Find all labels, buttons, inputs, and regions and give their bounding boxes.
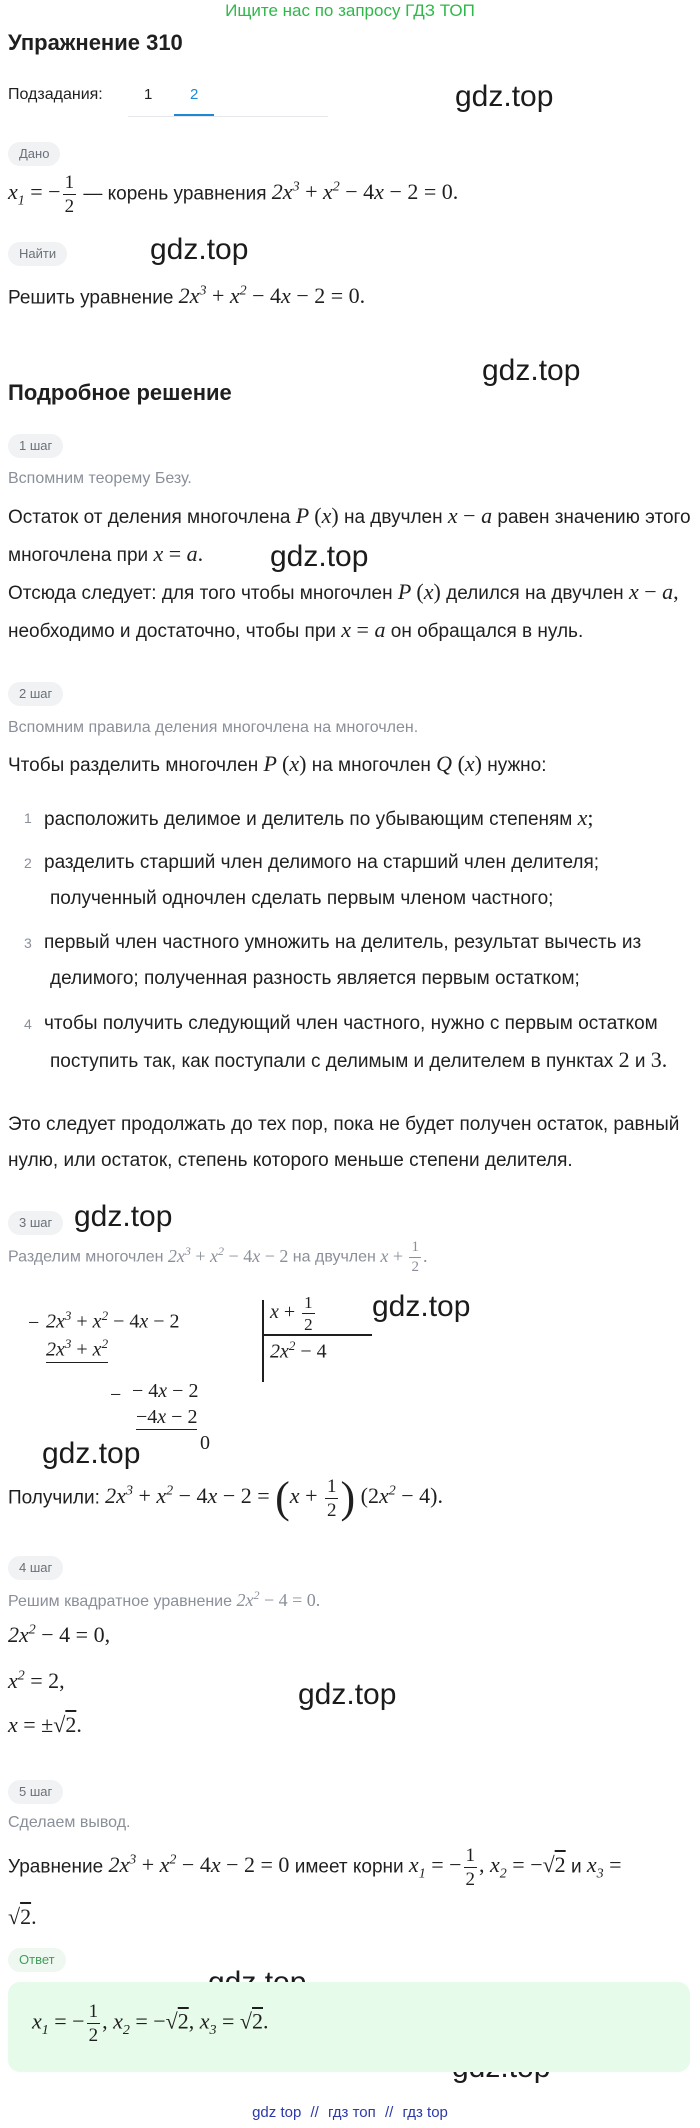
minus-sign: − <box>28 1312 40 1334</box>
step3-badge: 3 шаг <box>8 1211 63 1235</box>
find-label: Решить уравнение <box>8 287 179 309</box>
given-badge: Дано <box>8 142 60 166</box>
text: на многочлен <box>306 755 437 776</box>
math-Px: P (x) <box>295 503 339 528</box>
list-item-number: 2 <box>24 855 32 871</box>
watermark: gdz.top <box>270 540 369 573</box>
math-factorization: $2x^3 + x^2 - 4x - 2 = (x$ + $\frac{1}{2}$ ) $(2x^2 - 4)$. <box>105 1473 443 1523</box>
step4-badge: 4 шаг <box>8 1556 63 1580</box>
math-2: 2 <box>618 1047 630 1072</box>
math-x3: $x_3$ = <box>586 1852 622 1882</box>
math-x-minus-a: x − a <box>447 503 493 528</box>
step2-intro <box>8 746 547 784</box>
minus-sign: − <box>110 1384 122 1406</box>
math-x-eq-a: x = a <box>341 617 386 642</box>
remainder1-subtrahend: −4x − 2 <box>136 1406 198 1428</box>
find-text <box>8 274 365 316</box>
list-item <box>44 1006 667 1080</box>
step3-hint <box>8 1240 427 1275</box>
text: Разделим многочлен <box>8 1248 168 1266</box>
math-x: x; <box>577 805 594 830</box>
watermark: gdz.top <box>372 1290 471 1323</box>
footer-link[interactable]: гдз top <box>402 2104 448 2121</box>
footer-separator: // <box>310 2104 319 2121</box>
text: Решим квадратное уравнение <box>8 1593 237 1610</box>
text: Отсюда следует: для того чтобы многочлен <box>8 583 398 604</box>
watermark: gdz.top <box>42 1437 141 1470</box>
answer-badge: Ответ <box>8 1948 66 1972</box>
divisor: x + $\frac{1}{2}$ <box>270 1293 313 1334</box>
text: делился на двучлен <box>440 583 629 604</box>
math-equation: $2x^3 + x^2 - 4x - 2 = 0$ <box>108 1852 290 1878</box>
step1-badge: 1 шаг <box>8 434 63 458</box>
list-item-line <box>44 1042 667 1080</box>
step2-badge: 2 шаг <box>8 682 63 706</box>
text: необходимо и достаточно, чтобы при <box>8 621 342 642</box>
text: нулю, или остаток, степень которого меньше степени делителя. <box>8 1150 573 1171</box>
step5-conclusion <box>8 1840 698 1940</box>
text: он обращался в нуль. <box>385 621 584 642</box>
step4-hint <box>8 1588 320 1611</box>
math-line: x = ±√2. <box>8 1712 82 1737</box>
step2-hint: Вспомним правила деления многочлена на многочлен. <box>8 719 419 736</box>
text: Чтобы разделить многочлен <box>8 755 264 776</box>
text: делимого; полученная разность является первым остатком; <box>50 968 580 989</box>
footer-links <box>0 2104 700 2121</box>
list-item <box>44 845 599 917</box>
dividend: $2x^3 + x^2 - 4x - 2$ <box>46 1308 180 1333</box>
text: и <box>565 1856 587 1878</box>
math-line: $x^2 = 2$, <box>8 1668 65 1693</box>
find-equation: $2x^3 + x^2 - 4x - 2 = 0$. <box>178 283 366 309</box>
text: полученный одночлен сделать первым членом частного; <box>50 888 554 909</box>
subtask-tabs <box>128 78 328 117</box>
math-Qx: Q (x) <box>436 751 482 776</box>
remainder1: − 4x − 2 <box>132 1380 199 1402</box>
math-sqrt2: √2. <box>8 1903 37 1929</box>
subtask-tab-1[interactable]: 1 <box>144 86 153 103</box>
list-item <box>44 925 641 997</box>
watermark: gdz.top <box>482 354 581 387</box>
text: поступить так, как поступали с делимым и делителем в пунктах <box>50 1051 619 1072</box>
list-item-number: 1 <box>24 810 32 826</box>
math-Px: P (x) <box>263 751 307 776</box>
subtask-tab-active-underline <box>174 114 214 116</box>
divisor-line <box>262 1334 372 1336</box>
text: первый член частного умножить на делитель, результат вычесть из <box>44 932 642 953</box>
subtask-tab-2[interactable]: 2 <box>190 86 199 103</box>
step5-hint: Сделаем вывод. <box>8 1814 131 1831</box>
text: Это следует продолжать до тех пор, пока не будет получен остаток, равный <box>8 1114 680 1135</box>
step3-result <box>8 1473 443 1523</box>
subtasks-label: Подзадания: <box>8 86 103 103</box>
text: Получили: <box>8 1487 106 1509</box>
footer-separator: // <box>384 2104 394 2121</box>
step1-hint: Вспомним теорему Безу. <box>8 470 192 487</box>
text: чтобы получить следующий член частного, нужно с первым остатком <box>44 1013 658 1034</box>
list-item-number: 3 <box>24 935 32 951</box>
text: на двучлен <box>338 507 448 528</box>
watermark: gdz.top <box>298 1678 397 1711</box>
text: на двучлен <box>288 1248 381 1266</box>
math-Px: P (x) <box>397 579 441 604</box>
subtrahend: $2x^3 + x^2$ <box>46 1336 109 1361</box>
step2-outro <box>8 1107 679 1179</box>
text: имеет корни <box>289 1856 409 1878</box>
math-x-minus-a: x − a, <box>628 579 679 604</box>
math-divisor: x + $\frac{1}{2}$ . <box>380 1239 428 1275</box>
text: равен значению этого <box>492 507 691 528</box>
math-line: $2x^2 - 4 = 0$, <box>8 1622 111 1647</box>
page-title: Упражнение 310 <box>8 30 183 55</box>
step5-badge: 5 шаг <box>8 1780 63 1804</box>
step1-paragraph1 <box>8 498 698 574</box>
find-badge: Найти <box>8 242 67 266</box>
watermark: gdz.top <box>150 233 249 266</box>
given-equation: $2x^3 + x^2 - 4x - 2 = 0$. <box>271 179 459 205</box>
text: разделить старший член делимого на старший член делителя; <box>44 852 600 873</box>
list-item <box>44 800 594 838</box>
text: Остаток от деления многочлена <box>8 507 296 528</box>
footer-link[interactable]: гдз топ <box>328 2104 376 2121</box>
text: расположить делимое и делитель по убывающим степеням <box>44 809 578 830</box>
answer-math: $x_1$ = − $\frac{1}{2}$ , $x_2 = -√2$, $x_3 = √2$. <box>32 2001 269 2046</box>
math-dividend: $2x^3 + x^2 - 4x - 2$ <box>167 1243 289 1266</box>
list-item-number: 4 <box>24 1016 32 1032</box>
text: Уравнение <box>8 1856 109 1878</box>
watermark: gdz.top <box>74 1200 173 1233</box>
remainder-zero: 0 <box>200 1432 210 1454</box>
solution-title: Подробное решение <box>8 380 232 405</box>
quotient: $2x^2 - 4$ <box>270 1338 327 1363</box>
answer-box <box>8 1982 690 2072</box>
watermark: gdz.top <box>455 80 554 113</box>
math-quadratic: $2x^2 - 4 = 0$. <box>236 1588 321 1610</box>
math-roots: $x_1$ = − $\frac{1}{2}$ , $x_2 = -√2$ <box>408 1844 566 1890</box>
footer-link[interactable]: gdz top <box>252 2104 302 2121</box>
text: нужно: <box>481 755 547 776</box>
given-math: $x_1$ = − $\frac{1}{2}$ <box>8 171 75 217</box>
division-bar <box>262 1300 264 1382</box>
given-mid: — корень уравнения <box>78 183 272 205</box>
top-banner[interactable]: Ищите нас по запросу ГДЗ ТОП <box>225 1 475 20</box>
text: многочлена при <box>8 545 154 566</box>
math-3: 3. <box>650 1047 668 1072</box>
math-x-eq-a: x = a. <box>153 541 204 566</box>
given-text <box>8 170 458 220</box>
step1-paragraph2 <box>8 574 698 650</box>
text: и <box>629 1051 651 1072</box>
